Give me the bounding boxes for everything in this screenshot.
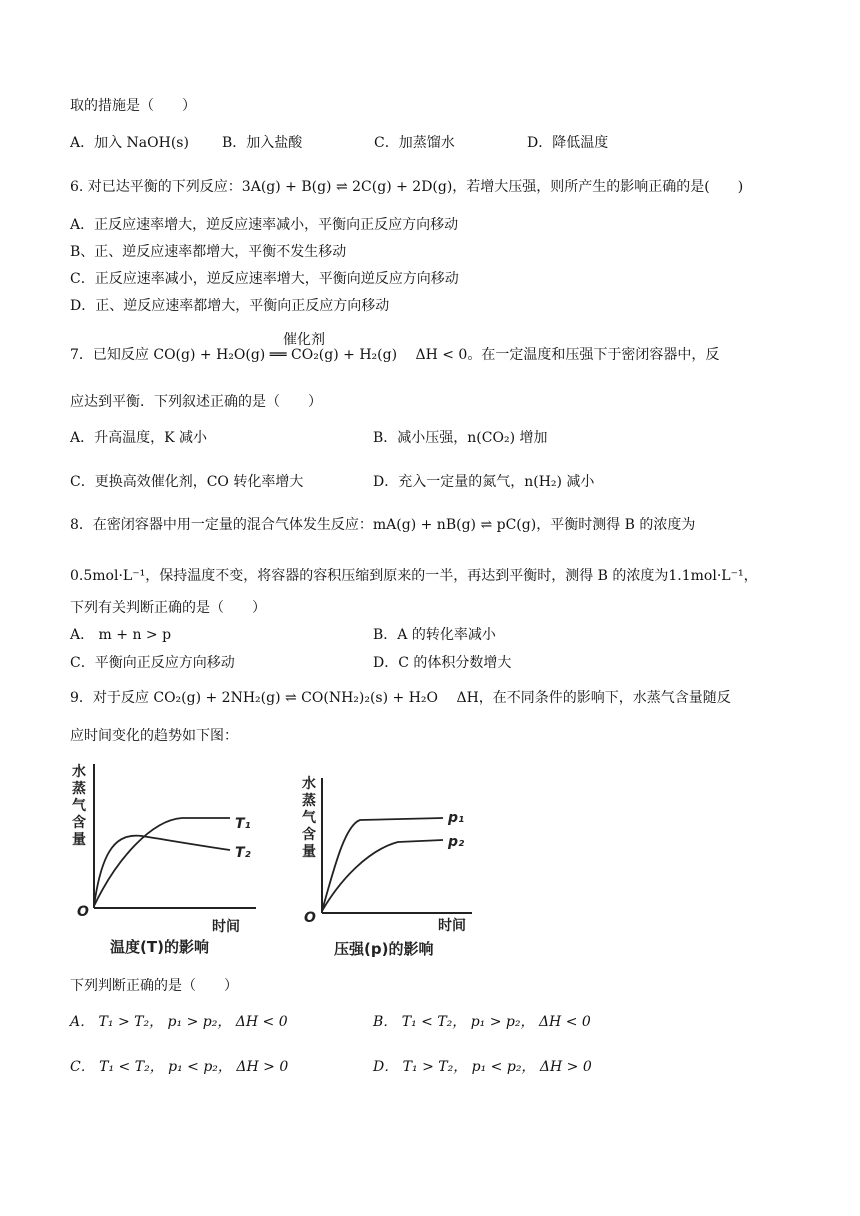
q7-option-d: D．充入一定量的氮气，n(H₂) 减小 (373, 474, 595, 490)
fig2-ylabel-char: 蒸 (302, 793, 316, 809)
fig2-xlabel: 时间 (438, 918, 466, 934)
fig1-ylabel-char: 水 (72, 764, 86, 780)
fig1-ylabel-char: 气 (72, 798, 86, 814)
q6-option-a: A．正反应速率增大，逆反应速率减小，平衡向正反应方向移动 (70, 217, 459, 233)
q8-option-b: B．A 的转化率减小 (373, 627, 496, 643)
fig1-ylabel-char: 含 (72, 815, 86, 831)
q6-option-b: B、正、逆反应速率都增大，平衡不发生移动 (70, 244, 347, 260)
fig1-series-t1: T₁ (235, 816, 251, 832)
q6-option-c: C．正反应速率减小，逆反应速率增大，平衡向逆反应方向移动 (70, 271, 459, 287)
q6-option-d: D．正、逆反应速率都增大，平衡向正反应方向移动 (70, 298, 390, 314)
fig1-series-t2: T₂ (235, 845, 251, 861)
fig2-ylabel-char: 量 (302, 844, 316, 860)
q7-option-a: A．升高温度，K 减小 (70, 430, 208, 446)
q6-stem: 6. 对已达平衡的下列反应：3A(g) + B(g) ⇌ 2C(g) + 2D(g)，若增大压强，则所产生的影响正确的是( ) (70, 179, 744, 195)
q5-option-a: A．加入 NaOH(s) (70, 135, 189, 151)
figure-temperature (72, 758, 262, 958)
fig2-origin: O (304, 910, 316, 926)
q7-stem-line2: 应达到平衡．下列叙述正确的是（ ） (70, 394, 322, 410)
q9-stem-line2: 应时间变化的趋势如下图： (70, 728, 238, 744)
figure-pressure (298, 770, 478, 960)
q7-option-b: B．减小压强，n(CO₂) 增加 (373, 430, 548, 446)
q8-stem-line2: 0.5mol·L⁻¹，保持温度不变，将容器的容积压缩到原来的一半，再达到平衡时，测得 B 的浓度为1.1mol·L⁻¹， (70, 568, 758, 584)
fig1-curve-t1 (94, 818, 230, 906)
fig1-ylabel-char: 蒸 (72, 781, 86, 797)
q7-option-c: C．更换高效催化剂，CO 转化率增大 (70, 474, 304, 490)
q9-option-b: B． T₁ < T₂， p₁ > p₂， ΔH < 0 (373, 1014, 591, 1030)
q9-option-a: A． T₁ > T₂， p₁ > p₂， ΔH < 0 (70, 1014, 288, 1030)
q5-stem-tail: 取的措施是（ ） (70, 98, 196, 114)
fig2-ylabel-char: 气 (302, 810, 316, 826)
fig2-curve-p1 (322, 818, 443, 911)
q9-ask: 下列判断正确的是（ ） (70, 978, 238, 994)
q8-stem-line3: 下列有关判断正确的是（ ） (70, 600, 266, 616)
catalyst-label: 催化剂 (283, 332, 325, 348)
fig2-series-p1: p₁ (448, 810, 465, 826)
q9-option-d: D． T₁ > T₂， p₁ < p₂， ΔH > 0 (373, 1059, 592, 1075)
fig2-ylabel-char: 水 (302, 776, 316, 792)
q8-option-c: C．平衡向正反应方向移动 (70, 655, 235, 671)
fig1-origin: O (77, 904, 89, 920)
q8-stem-line1: 8．在密闭容器中用一定量的混合气体发生反应：mA(g) + nB(g) ⇌ pC(g)，平衡时测得 B 的浓度为 (70, 517, 696, 533)
q5-option-d: D．降低温度 (527, 135, 609, 151)
q9-stem-line1: 9．对于反应 CO₂(g) + 2NH₂(g) ⇌ CO(NH₂)₂(s) + H₂O ΔH，在不同条件的影响下，水蒸气含量随反 (70, 690, 731, 706)
fig2-caption: 压强(p)的影响 (334, 940, 434, 958)
fig1-ylabel-char: 量 (72, 832, 86, 848)
fig1-caption: 温度(T)的影响 (110, 938, 209, 956)
q9-option-c: C． T₁ < T₂， p₁ < p₂， ΔH > 0 (70, 1059, 289, 1075)
fig2-ylabel-char: 含 (302, 827, 316, 843)
fig2-series-p2: p₂ (448, 834, 465, 850)
q5-option-c: C．加蒸馏水 (374, 135, 455, 151)
q7-stem-line1: 7．已知反应 CO(g) + H₂O(g) ══ CO₂(g) + H₂(g) ΔH < 0。在一定温度和压强下于密闭容器中，反 (70, 347, 720, 363)
q8-option-d: D．C 的体积分数增大 (373, 655, 512, 671)
fig1-xlabel: 时间 (212, 919, 240, 935)
q8-option-a: A． m + n > p (70, 627, 172, 643)
q5-option-b: B．加入盐酸 (222, 135, 303, 151)
